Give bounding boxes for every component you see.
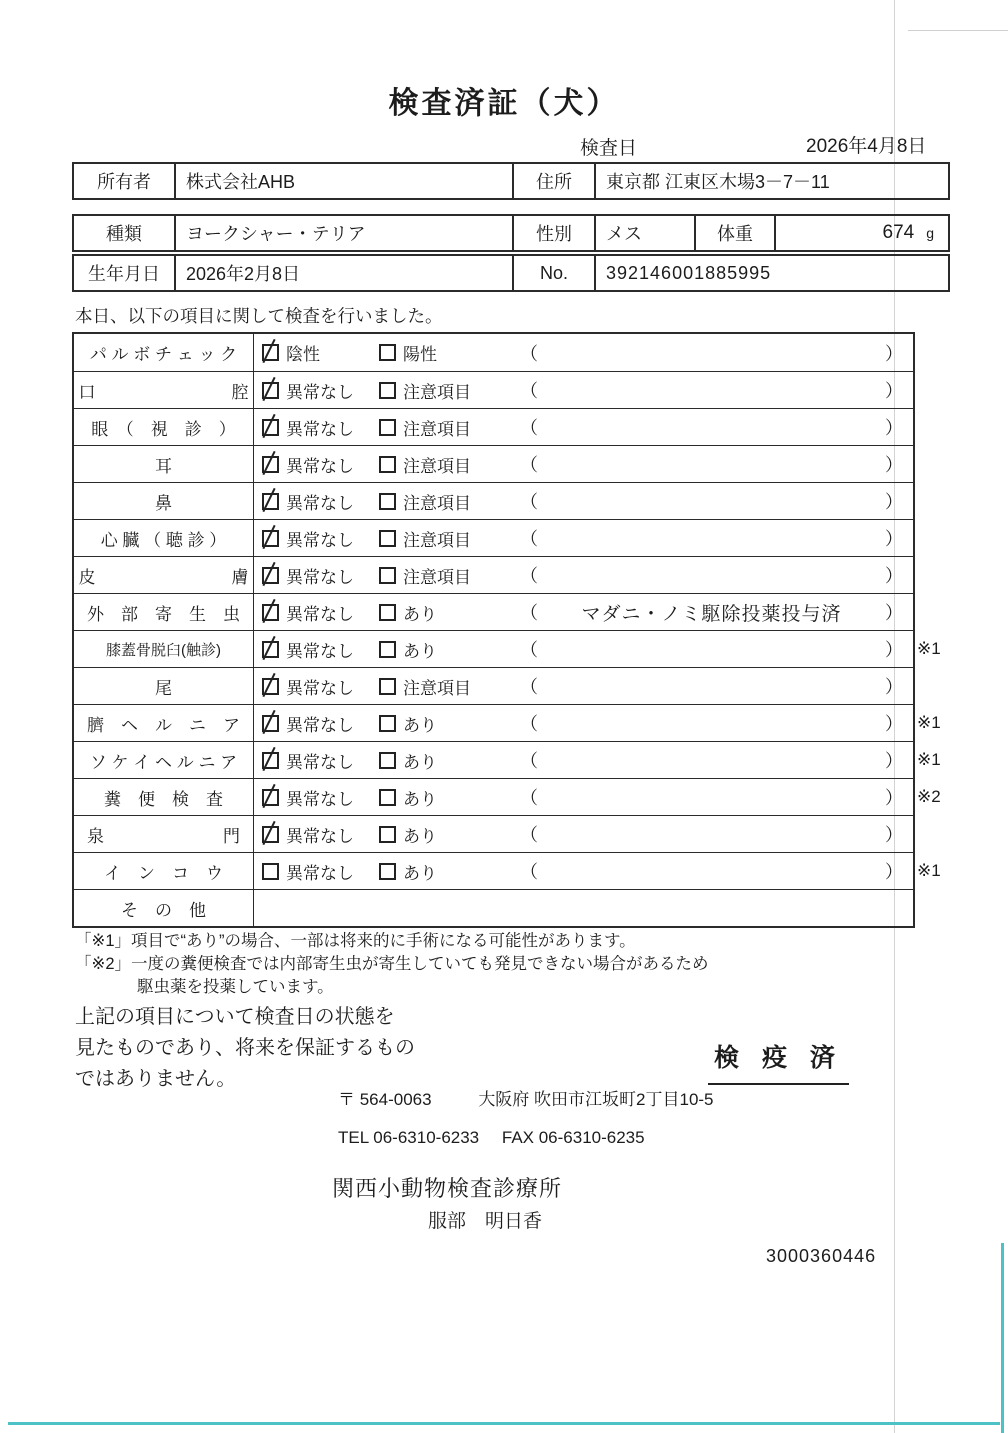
clinic-tel: TEL 06-6310-6233 bbox=[338, 1128, 480, 1147]
birthdate-value: 2026年2月8日 bbox=[174, 256, 512, 290]
option-2-label: あり bbox=[403, 826, 437, 846]
option-2 bbox=[377, 340, 514, 365]
item-label: そ の 他 bbox=[74, 890, 254, 926]
paren-close: ） bbox=[885, 455, 903, 475]
item-label: 心 臓 （ 聴 診 ） bbox=[74, 520, 254, 556]
option-2 bbox=[377, 600, 514, 625]
remarks-field bbox=[514, 414, 913, 440]
option-2-label: あり bbox=[403, 789, 437, 809]
checkbox-icon bbox=[262, 344, 279, 361]
clinic-fax: FAX 06-6310-6235 bbox=[501, 1128, 645, 1147]
disclaimer-block bbox=[75, 1002, 415, 1095]
option-2 bbox=[377, 859, 514, 884]
remarks-field bbox=[514, 451, 913, 477]
weight-unit: g bbox=[926, 225, 934, 241]
remarks-text: マダニ・ノミ駆除投薬投与済 bbox=[581, 603, 842, 625]
option-2 bbox=[377, 785, 514, 810]
postal-code: 〒 564-0063 bbox=[338, 1090, 432, 1109]
weight-value-cell bbox=[774, 216, 948, 250]
item-label: 臍 ヘ ル ニ ア bbox=[74, 705, 254, 741]
option-1 bbox=[254, 711, 377, 736]
clinic-postal-line bbox=[338, 1085, 714, 1110]
paren-close: ） bbox=[885, 381, 903, 401]
document-title: 検査済証（犬） bbox=[388, 87, 620, 120]
checklist-row bbox=[74, 445, 913, 482]
owner-value: 株式会社AHB bbox=[174, 164, 512, 198]
paren-open: （ bbox=[520, 862, 538, 882]
checklist-row bbox=[74, 889, 913, 926]
option-1-label: 陰性 bbox=[286, 345, 320, 364]
scan-artifact-line bbox=[8, 1422, 1000, 1425]
option-2 bbox=[377, 489, 514, 514]
checkbox-icon bbox=[262, 678, 279, 695]
option-1 bbox=[254, 785, 377, 810]
paren-open: （ bbox=[520, 788, 538, 808]
checklist-row bbox=[74, 630, 941, 667]
option-1-label: 異常なし bbox=[286, 382, 354, 402]
checklist-row bbox=[74, 741, 941, 778]
paren-open: （ bbox=[520, 455, 538, 475]
clinic-address: 大阪府 吹田市江坂町2丁目10-5 bbox=[478, 1090, 714, 1109]
paren-open: （ bbox=[520, 751, 538, 771]
weight-label: 体重 bbox=[694, 216, 774, 250]
owner-table bbox=[72, 162, 950, 200]
checkbox-icon bbox=[262, 530, 279, 547]
veterinarian-name: 服部 明日香 bbox=[428, 1211, 543, 1232]
paren-close: ） bbox=[885, 825, 903, 845]
quarantine-stamp: 検 疫 済 bbox=[708, 1038, 849, 1085]
checkbox-icon bbox=[379, 678, 396, 695]
paren-open: （ bbox=[520, 825, 538, 845]
option-1-label: 異常なし bbox=[286, 752, 354, 772]
footnote-mark: ※1 bbox=[917, 750, 941, 769]
paren-close: ） bbox=[885, 640, 903, 660]
checkbox-icon bbox=[262, 456, 279, 473]
option-1-label: 異常なし bbox=[286, 530, 354, 550]
remarks-field bbox=[514, 488, 913, 514]
item-label: 口 腔 bbox=[74, 372, 254, 408]
checkbox-icon bbox=[379, 344, 396, 361]
item-label: イ ン コ ウ bbox=[74, 853, 254, 889]
option-2 bbox=[377, 674, 514, 699]
footnote-2: 「※2」一度の糞便検査では内部寄生虫が寄生していても発見できない場合があるため bbox=[75, 955, 709, 973]
owner-label: 所有者 bbox=[97, 172, 151, 192]
option-1-label: 異常なし bbox=[286, 419, 354, 439]
inspection-date-label: 検査日 bbox=[580, 138, 638, 159]
breed-label: 種類 bbox=[106, 224, 142, 244]
disclaimer-line-1: 上記の項目について検査日の状態を bbox=[75, 1006, 395, 1028]
checklist-row bbox=[74, 852, 941, 889]
option-2-label: あり bbox=[403, 715, 437, 735]
option-1 bbox=[254, 822, 377, 847]
option-1 bbox=[254, 674, 377, 699]
remarks-field bbox=[514, 858, 913, 884]
option-1-label: 異常なし bbox=[286, 826, 354, 846]
option-2-label: 注意項目 bbox=[403, 419, 471, 439]
paren-open: （ bbox=[520, 714, 538, 734]
checklist-row bbox=[74, 408, 913, 445]
checkbox-icon bbox=[379, 641, 396, 658]
option-2 bbox=[377, 415, 514, 440]
checkbox-icon bbox=[379, 789, 396, 806]
checkbox-icon bbox=[379, 382, 396, 399]
option-2-label: 陽性 bbox=[403, 345, 437, 364]
paren-open: （ bbox=[520, 529, 538, 549]
checkbox-icon bbox=[379, 419, 396, 436]
option-2 bbox=[377, 378, 514, 403]
sex-value: メス bbox=[594, 216, 694, 250]
option-1 bbox=[254, 637, 377, 662]
inspection-date-value: 2026年4月8日 bbox=[806, 136, 927, 157]
dog-info-table-row1 bbox=[72, 214, 950, 252]
intro-text: 本日、以下の項目に関して検査を行いました。 bbox=[75, 306, 443, 326]
scan-artifact-line bbox=[1001, 1243, 1004, 1433]
checkbox-icon bbox=[262, 604, 279, 621]
option-1-label: 異常なし bbox=[286, 678, 354, 698]
option-1-label: 異常なし bbox=[286, 641, 354, 661]
remarks-field bbox=[514, 377, 913, 403]
paren-open: （ bbox=[520, 640, 538, 660]
option-1-label: 異常なし bbox=[286, 604, 354, 624]
checkbox-icon bbox=[379, 493, 396, 510]
remarks-field bbox=[514, 340, 913, 366]
weight-value: 674 bbox=[882, 222, 915, 243]
footnote-1: 「※1」項目で“あり”の場合、一部は将来的に手術になる可能性があります。 bbox=[75, 932, 636, 950]
paren-close: ） bbox=[885, 788, 903, 808]
clinic-tel-line bbox=[338, 1128, 645, 1148]
footnotes-block bbox=[75, 930, 709, 999]
option-2-label: 注意項目 bbox=[403, 530, 471, 550]
option-1 bbox=[254, 452, 377, 477]
checkbox-icon bbox=[262, 641, 279, 658]
checkbox-icon bbox=[379, 863, 396, 880]
paren-close: ） bbox=[885, 343, 903, 364]
paren-open: （ bbox=[520, 566, 538, 586]
option-1 bbox=[254, 526, 377, 551]
option-1-label: 異常なし bbox=[286, 567, 354, 587]
option-1-label: 異常なし bbox=[286, 789, 354, 809]
remarks-field bbox=[514, 710, 913, 736]
option-1-label: 異常なし bbox=[286, 456, 354, 476]
option-2-label: あり bbox=[403, 641, 437, 661]
dog-info-table-row2 bbox=[72, 254, 950, 292]
item-label: 膝蓋骨脱臼(触診) bbox=[74, 631, 254, 667]
checklist-row bbox=[74, 593, 913, 630]
paren-close: ） bbox=[885, 418, 903, 438]
checklist-row bbox=[74, 519, 913, 556]
checkbox-icon bbox=[379, 530, 396, 547]
checkbox-icon bbox=[379, 604, 396, 621]
checklist-row bbox=[74, 815, 913, 852]
item-label: 皮 膚 bbox=[74, 557, 254, 593]
paren-close: ） bbox=[885, 677, 903, 697]
option-1-label: 異常なし bbox=[286, 715, 354, 735]
checkbox-icon bbox=[379, 752, 396, 769]
paren-open: （ bbox=[520, 381, 538, 401]
checklist-row bbox=[74, 778, 941, 815]
item-label: パ ル ボ チ ェ ッ ク bbox=[74, 334, 254, 371]
option-2 bbox=[377, 637, 514, 662]
remarks-field bbox=[514, 636, 913, 662]
checkbox-icon bbox=[379, 567, 396, 584]
footnote-mark: ※1 bbox=[917, 861, 941, 880]
paren-close: ） bbox=[885, 862, 903, 882]
paren-open: （ bbox=[520, 343, 538, 364]
option-2 bbox=[377, 822, 514, 847]
paren-close: ） bbox=[885, 751, 903, 771]
option-2-label: 注意項目 bbox=[403, 493, 471, 513]
item-label: ソ ケ イ ヘ ル ニ ア bbox=[74, 742, 254, 778]
checklist-row bbox=[74, 556, 913, 593]
option-1 bbox=[254, 340, 377, 365]
option-2-label: あり bbox=[403, 863, 437, 883]
option-2-label: 注意項目 bbox=[403, 567, 471, 587]
checkbox-icon bbox=[262, 419, 279, 436]
number-value: 392146001885995 bbox=[594, 256, 948, 290]
footnote-mark: ※1 bbox=[917, 639, 941, 658]
disclaimer-line-3: ではありません。 bbox=[75, 1068, 237, 1090]
checkbox-icon bbox=[262, 493, 279, 510]
option-1 bbox=[254, 748, 377, 773]
clinic-name: 関西小動物検査診療所 bbox=[332, 1176, 563, 1201]
item-label: 眼 （ 視 診 ） bbox=[74, 409, 254, 445]
paren-open: （ bbox=[520, 492, 538, 512]
option-2 bbox=[377, 526, 514, 551]
checklist-table bbox=[72, 332, 941, 928]
item-label: 泉 門 bbox=[74, 816, 254, 852]
option-1 bbox=[254, 378, 377, 403]
item-label: 外 部 寄 生 虫 bbox=[74, 594, 254, 630]
paren-close: ） bbox=[885, 714, 903, 734]
paren-close: ） bbox=[885, 603, 903, 623]
item-label: 鼻 bbox=[74, 483, 254, 519]
item-label: 尾 bbox=[74, 668, 254, 704]
paren-close: ） bbox=[885, 529, 903, 549]
serial-number: 3000360446 bbox=[766, 1246, 877, 1266]
option-2 bbox=[377, 748, 514, 773]
remarks-field bbox=[514, 747, 913, 773]
checkbox-icon bbox=[262, 752, 279, 769]
option-1 bbox=[254, 859, 377, 884]
paren-open: （ bbox=[520, 418, 538, 438]
remarks-field bbox=[514, 599, 913, 626]
disclaimer-line-2: 見たものであり、将来を保証するもの bbox=[75, 1037, 415, 1059]
item-label: 耳 bbox=[74, 446, 254, 482]
checklist-row bbox=[74, 667, 913, 704]
checkbox-icon bbox=[379, 715, 396, 732]
option-2-label: 注意項目 bbox=[403, 382, 471, 402]
footnote-2-continued: 駆虫薬を投薬しています。 bbox=[137, 978, 334, 996]
option-2 bbox=[377, 563, 514, 588]
paren-close: ） bbox=[885, 566, 903, 586]
paren-open: （ bbox=[520, 677, 538, 697]
remarks-field bbox=[514, 673, 913, 699]
checkbox-icon bbox=[262, 863, 279, 880]
checkbox-icon bbox=[262, 567, 279, 584]
checklist-row bbox=[74, 371, 913, 408]
checklist-row bbox=[74, 334, 913, 371]
option-1 bbox=[254, 415, 377, 440]
checkbox-icon bbox=[262, 382, 279, 399]
checkbox-icon bbox=[262, 789, 279, 806]
option-2 bbox=[377, 711, 514, 736]
scan-artifact-line bbox=[908, 30, 1008, 31]
checkbox-icon bbox=[262, 826, 279, 843]
checklist-row bbox=[74, 482, 913, 519]
option-1 bbox=[254, 489, 377, 514]
option-2-label: 注意項目 bbox=[403, 456, 471, 476]
birthdate-label: 生年月日 bbox=[88, 264, 160, 284]
option-2-label: あり bbox=[403, 604, 437, 624]
item-label: 糞 便 検 査 bbox=[74, 779, 254, 815]
option-1-label: 異常なし bbox=[286, 863, 354, 883]
footnote-mark: ※1 bbox=[917, 713, 941, 732]
option-1-label: 異常なし bbox=[286, 493, 354, 513]
option-2-label: 注意項目 bbox=[403, 678, 471, 698]
option-2-label: あり bbox=[403, 752, 437, 772]
option-1 bbox=[254, 563, 377, 588]
option-1 bbox=[254, 600, 377, 625]
paren-close: ） bbox=[885, 492, 903, 512]
option-2 bbox=[377, 452, 514, 477]
remarks-field bbox=[514, 525, 913, 551]
remarks-field bbox=[514, 784, 913, 810]
checkbox-icon bbox=[262, 715, 279, 732]
checklist-row bbox=[74, 704, 941, 741]
sex-label: 性別 bbox=[512, 216, 594, 250]
checkbox-icon bbox=[379, 826, 396, 843]
paren-open: （ bbox=[520, 603, 538, 623]
number-label: No. bbox=[512, 256, 594, 290]
footnote-mark: ※2 bbox=[917, 787, 941, 806]
address-label: 住所 bbox=[512, 164, 594, 198]
checkbox-icon bbox=[379, 456, 396, 473]
breed-value: ヨークシャー・テリア bbox=[174, 216, 512, 250]
remarks-field bbox=[514, 562, 913, 588]
address-value: 東京都 江東区木場3－7－11 bbox=[594, 164, 948, 198]
remarks-field bbox=[514, 821, 913, 847]
